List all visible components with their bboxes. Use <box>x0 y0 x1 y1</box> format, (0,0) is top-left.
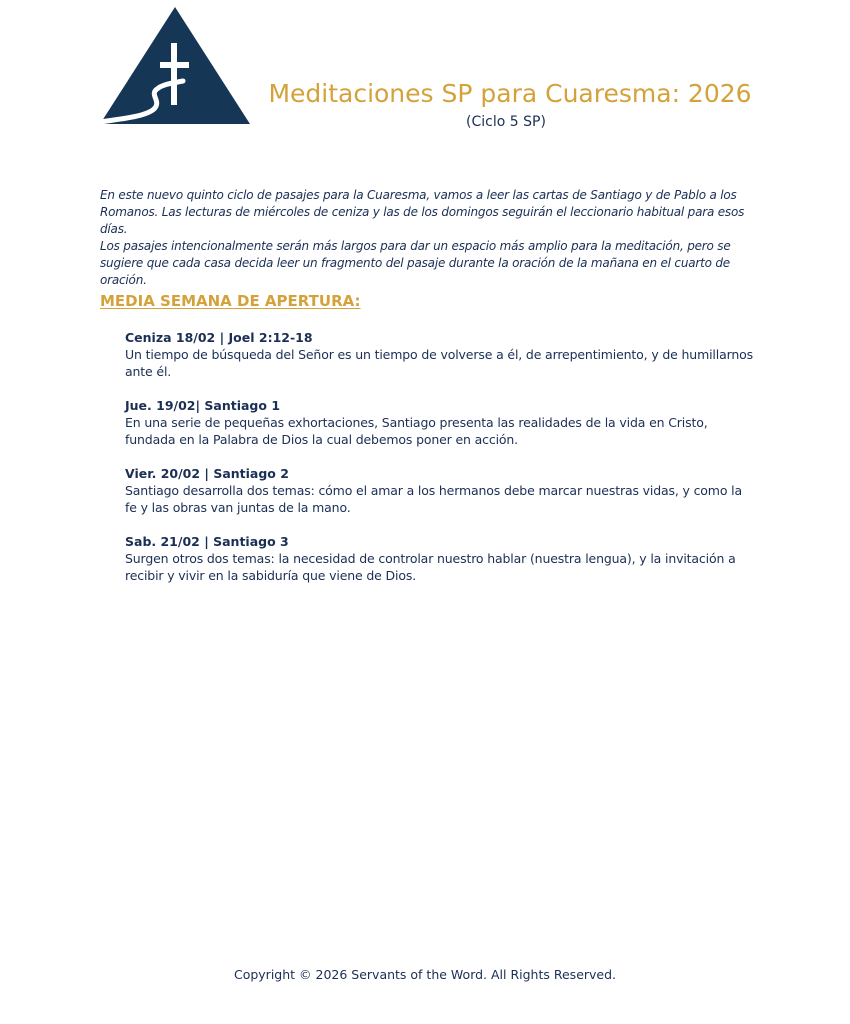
section-heading: MEDIA SEMANA DE APERTURA: <box>100 292 361 310</box>
reading-entry-heading: Sab. 21/02 | Santiago 3 <box>125 534 289 549</box>
reading-entry-text: Santiago desarrolla dos temas: cómo el amar a los hermanos debe marcar nuestras vidas, y como la fe y las obras van juntas de la mano. <box>125 483 742 515</box>
reading-entry-heading: Jue. 19/02| Santiago 1 <box>125 398 281 413</box>
copyright-footer: Copyright © 2026 Servants of the Word. All Rights Reserved. <box>233 967 617 982</box>
intro-paragraph: En este nuevo quinto ciclo de pasajes para la Cuaresma, vamos a leer las cartas de Santiago y de Pablo a los Romanos. Las lecturas de miércoles de ceniza y las de los domingos seguirán el leccionario habitual para esos días. <box>100 188 745 236</box>
mountain-cross-logo-icon <box>99 5 251 125</box>
reading-entry-text: Un tiempo de búsqueda del Señor es un tiempo de volverse a él, de arrepentimiento, y de humillarnos ante él. <box>125 347 753 379</box>
page-title: Meditaciones SP para Cuaresma: 2026 <box>268 79 752 108</box>
reading-entry-text: En una serie de pequeñas exhortaciones, Santiago presenta las realidades de la vida en Cristo, fundada en la Palabra de Dios la cual debemos poner en acción. <box>125 415 708 447</box>
page-subtitle: (Ciclo 5 SP) <box>466 114 546 130</box>
intro-paragraph: Los pasajes intencionalmente serán más largos para dar un espacio más amplio para la meditación, pero se sugiere que cada casa decida leer un fragmento del pasaje durante la oración de la mañana en el cuarto de oración. <box>100 239 731 287</box>
reading-entry <box>125 329 755 380</box>
reading-entry <box>125 533 755 584</box>
reading-entry-heading: Vier. 20/02 | Santiago 2 <box>125 466 289 481</box>
reading-entry <box>125 397 755 448</box>
reading-entry-text: Surgen otros dos temas: la necesidad de controlar nuestro hablar (nuestra lengua), y la invitación a recibir y vivir en la sabiduría que viene de Dios. <box>125 551 736 583</box>
reading-entry-heading: Ceniza 18/02 | Joel 2:12-18 <box>125 330 313 345</box>
reading-entry <box>125 465 755 516</box>
